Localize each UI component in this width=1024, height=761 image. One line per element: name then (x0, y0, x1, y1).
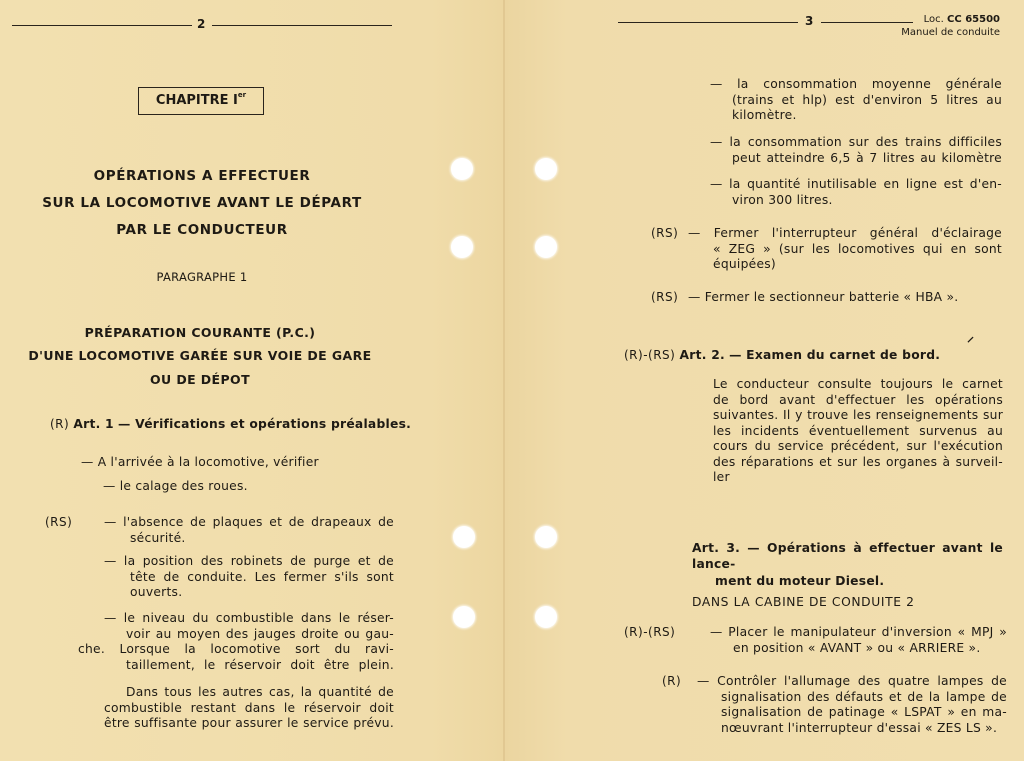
header-loc-model: CC 65500 (947, 14, 1000, 25)
running-header-manual: Manuel de conduite (901, 27, 1000, 38)
article-1-title: — Vérifications et opérations préalables. (118, 417, 412, 431)
subtitle-line-3: OU DE DÉPOT (149, 372, 251, 387)
hba-marker: (RS) (651, 290, 679, 304)
check-item-valves (104, 554, 394, 601)
unusable-quantity (710, 177, 1002, 208)
hba-instruction: — Fermer le sectionneur batterie « HBA ». (688, 290, 959, 304)
item-line: nœuvrant l'interrupteur d'essai « ZES LS ». (721, 720, 998, 735)
item-line: « ZEG » (sur les locomotives qui en sont (713, 241, 1002, 256)
article-1-label: Art. 1 (73, 417, 114, 431)
item-line: sécurité. (130, 530, 186, 545)
article-2-marker: (R)-(RS) (624, 348, 676, 362)
cabin-heading: DANS LA CABINE DE CONDUITE 2 (692, 595, 915, 609)
item-line: — le niveau du combustible dans le réser- (104, 611, 394, 625)
article-3-line-1 (692, 541, 1003, 572)
chapter-superscript: er (237, 91, 247, 99)
ink-blot-mark: ⸍ (967, 335, 974, 351)
article-1-marker: (R) (50, 417, 70, 431)
body-line: de bord avant d'effectuer les opérations (713, 392, 1003, 407)
body-line: cours du service précédent, sur l'exécution (713, 439, 1003, 453)
article-2-title: — Examen du carnet de bord. (729, 348, 941, 362)
item-line: (trains et hlp) est d'environ 5 litres au (732, 92, 1002, 107)
article-3-heading (692, 541, 1003, 590)
rs-marker: (RS) (45, 515, 73, 529)
article-3-title: — Opérations à effectuer avant le lance- (692, 541, 1004, 571)
body-line: Le conducteur consulte toujours le carnet (713, 377, 1003, 391)
header-rule-right (212, 25, 392, 26)
item-line: tête de conduite. Les fermer s'ils sont (130, 569, 394, 584)
subtitle-line-1: PRÉPARATION COURANTE (P.C.) (84, 325, 316, 340)
lspat-instruction (697, 674, 1007, 736)
item-line: taillement, le réservoir doit être plein. (126, 657, 394, 672)
item-line: — l'absence de plaques et de drapeaux de (104, 515, 394, 529)
punch-hole (451, 236, 473, 258)
header-loc-prefix: Loc. (923, 14, 944, 25)
article-3-line-2: ment du moteur Diesel. (715, 574, 885, 588)
punch-hole (535, 526, 557, 548)
zeg-marker: (RS) (651, 226, 679, 240)
item-line: kilomètre. (732, 108, 797, 122)
item-line: — Placer le manipulateur d'inversion « MPJ » (710, 625, 1007, 639)
check-item-plates (104, 515, 394, 546)
check-item-fuel-level (78, 611, 394, 673)
header-rule-left (12, 25, 192, 26)
header-rule-right (821, 22, 913, 23)
item-line: équipées) (713, 257, 776, 271)
title-line-2: SUR LA LOCOMOTIVE AVANT LE DÉPART (42, 195, 362, 211)
punch-hole (451, 158, 473, 180)
item-line: — la position des robinets de purge et de (104, 554, 394, 568)
title-line-3: PAR LE CONDUCTEUR (116, 222, 288, 238)
item-line: — Contrôler l'allumage des quatre lampes de (697, 674, 1007, 688)
consumption-average (710, 77, 1002, 124)
paragraph-heading: PARAGRAPHE 1 (156, 270, 248, 284)
closing-line: combustible restant dans le réservoir doit (104, 700, 394, 715)
article-2-body (713, 377, 1003, 486)
closing-paragraph (104, 685, 394, 732)
consumption-difficult (710, 135, 1002, 166)
zeg-instruction (688, 226, 1002, 273)
item-line: — la consommation sur des trains difficiles (710, 135, 1002, 149)
chapter-heading (138, 87, 264, 115)
item-line: signalisation de patinage « LSPAT » en ma- (721, 705, 1007, 719)
punch-hole (453, 606, 475, 628)
left-page (0, 0, 505, 761)
punch-hole (535, 236, 557, 258)
wheel-chock-check: — le calage des roues. (103, 479, 248, 493)
right-page (505, 0, 1024, 761)
closing-line: Dans tous les autres cas, la quantité de (126, 685, 394, 699)
page-number-right: 3 (805, 14, 814, 28)
body-line: des réparations et sur les organes à surveil- (713, 454, 1003, 469)
item-line: — la consommation moyenne générale (710, 77, 1002, 91)
title-line-1: OPÉRATIONS A EFFECTUER (93, 168, 311, 184)
article-3-label: Art. 3. (692, 541, 741, 555)
item-line: — la quantité inutilisable en ligne est d'en- (710, 177, 1002, 191)
item-line: en position « AVANT » ou « ARRIERE ». (733, 640, 981, 655)
item-line: peut atteindre 6,5 à 7 litres au kilomètre (732, 150, 1002, 165)
header-rule-left (618, 22, 798, 23)
body-line: ler (713, 470, 730, 484)
subtitle-line-2: D'UNE LOCOMOTIVE GARÉE SUR VOIE DE GARE (28, 348, 372, 363)
page-number-left: 2 (197, 17, 206, 31)
closing-line: être suffisante pour assurer le service prévu. (104, 716, 394, 730)
item-line: voir au moyen des jauges droite ou gau- (126, 626, 394, 641)
item-line: che. Lorsque la locomotive sort du ravi- (78, 642, 394, 656)
mpj-instruction (710, 625, 1007, 656)
item-line: — Fermer l'interrupteur général d'éclairage (688, 226, 1002, 240)
chapter-label: CHAPITRE I (155, 93, 238, 108)
punch-hole (453, 526, 475, 548)
punch-hole (535, 158, 557, 180)
article-2-label: Art. 2. (679, 348, 725, 362)
body-line: les incidents éventuellement survenus au (713, 423, 1003, 438)
body-line: suivantes. Il y trouve les renseignements sur (713, 408, 1003, 422)
arrival-instruction: — A l'arrivée à la locomotive, vérifier (81, 455, 319, 469)
lspat-marker: (R) (662, 674, 682, 688)
punch-hole (535, 606, 557, 628)
running-header-loc (924, 14, 1000, 25)
article-2-heading (624, 348, 940, 364)
item-line: signalisation des défauts et de la lampe de (721, 689, 1007, 704)
article-1-heading (50, 417, 411, 433)
item-line: ouverts. (130, 585, 183, 599)
mpj-marker: (R)-(RS) (624, 625, 676, 639)
item-line: viron 300 litres. (732, 192, 833, 207)
